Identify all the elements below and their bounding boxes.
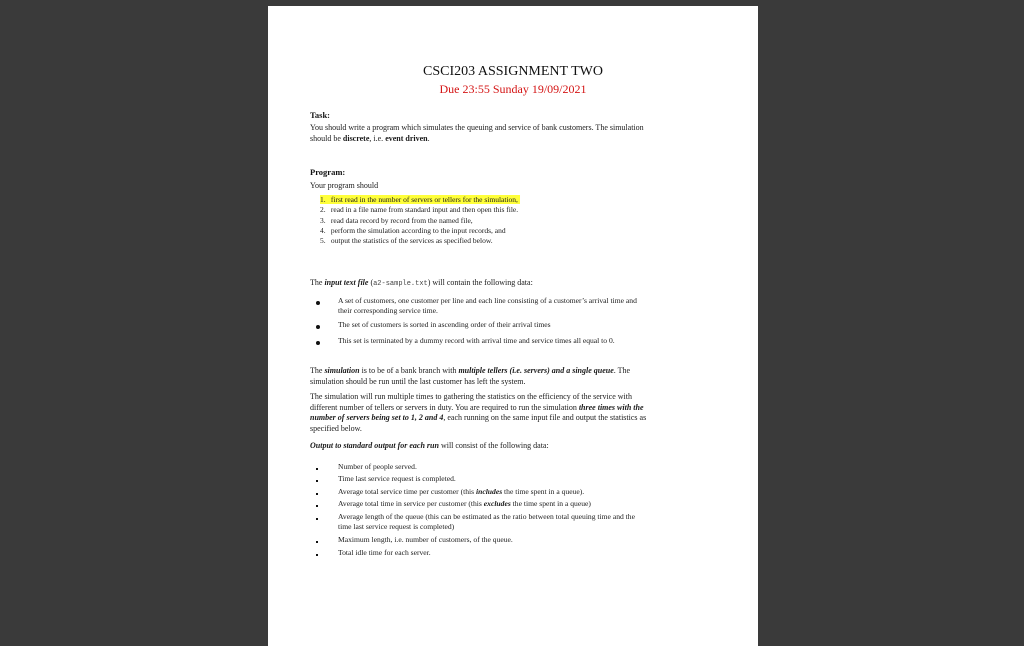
- task-event-driven: event driven: [385, 133, 428, 143]
- step-number: 1.: [320, 195, 326, 204]
- step-text: read data record by record from the named file,: [330, 215, 473, 225]
- bullet-icon: [316, 541, 318, 543]
- input-intro-pre: The: [310, 278, 325, 287]
- item-post: the time spent in a queue).: [502, 487, 585, 496]
- item-line: Average length of the queue (this can be estimated as the ratio between total queuing time and the: [338, 512, 635, 521]
- list-item: [338, 296, 716, 317]
- bullet-line: their corresponding service time.: [338, 306, 438, 316]
- list-item: Maximum length, i.e. number of customers, of the queue.: [338, 535, 513, 544]
- sim-multiple-tellers-em: multiple tellers (i.e. servers) and a single queue: [458, 366, 614, 375]
- step-text: first read in the number of servers or tellers for the simulation,: [330, 195, 518, 204]
- sim-p2-line1: The simulation will run multiple times to gathering the statistics on the efficiency of the service with: [310, 392, 632, 401]
- due-date: Due 23:55 Sunday 19/09/2021: [439, 82, 587, 96]
- task-paragraph: [310, 123, 716, 144]
- program-heading: Program:: [310, 167, 346, 177]
- list-item: This set is terminated by a dummy record with arrival time and service times all equal to 0.: [338, 336, 615, 345]
- item-pre: Average total time in service per customer (this: [338, 499, 484, 508]
- sim-p2-line2-pre: different number of tellers or servers in duty. You are required to run the simulation: [310, 402, 579, 412]
- input-intro-post: ) will contain the following data:: [427, 278, 533, 287]
- step-number: 4.: [320, 225, 326, 235]
- task-line-2-prefix: should be: [310, 133, 343, 143]
- page-title: CSCI203 ASSIGNMENT TWO: [423, 64, 603, 79]
- list-item: [338, 499, 716, 509]
- input-text-file-label: input text file: [324, 278, 369, 287]
- task-line-2-mid: , i.e.: [369, 133, 386, 143]
- sim-p1-line2: simulation should be run until the last customer has left the system.: [310, 376, 526, 386]
- sim-p1-end: . The: [613, 366, 631, 375]
- sim-p1-mid: is to be of a bank branch with: [359, 366, 459, 375]
- list-item: [320, 236, 700, 246]
- output-intro: [310, 441, 716, 452]
- step-number: 3.: [320, 215, 326, 225]
- list-item: Time last service request is completed.: [338, 474, 456, 483]
- sim-p2-line4: specified below.: [310, 423, 362, 433]
- bullet-line: A set of customers, one customer per line and each line consisting of a customer’s arrival time and: [338, 296, 637, 305]
- step-number: 5.: [320, 236, 326, 246]
- task-line-1: You should write a program which simulates the queuing and service of bank customers. The simulation: [310, 123, 644, 132]
- list-item: [320, 216, 700, 226]
- output-intro-post: will consist of the following data:: [438, 441, 549, 450]
- input-intro: [310, 278, 716, 290]
- list-item: [320, 226, 700, 236]
- sim-p2-line3-post: , each running on the same input file and output the statistics as: [443, 413, 647, 422]
- step-text: perform the simulation according to the input records, and: [330, 225, 506, 235]
- bullet-icon: [316, 518, 318, 520]
- includes-em: includes: [475, 487, 503, 496]
- document-page: [268, 6, 758, 646]
- list-item: Number of people served.: [338, 462, 417, 471]
- list-item: [338, 512, 716, 533]
- bullet-icon: [316, 505, 318, 507]
- item-pre: Average total service time per customer (this: [338, 487, 476, 496]
- bullet-icon: [316, 493, 318, 495]
- bullet-icon: [316, 325, 320, 329]
- program-intro: Your program should: [310, 181, 379, 190]
- sample-filename: a2-sample.txt: [373, 280, 428, 288]
- task-discrete: discrete: [342, 133, 370, 143]
- item-post: the time spent in a queue): [510, 499, 591, 508]
- sim-servers-set-em: number of servers being set to 1, 2 and 4: [310, 413, 444, 422]
- step-text: read in a file name from standard input and then open this file.: [330, 205, 519, 215]
- list-item: The set of customers is sorted in ascending order of their arrival times: [338, 320, 551, 329]
- step-text: output the statistics of the services as specified below.: [330, 236, 493, 246]
- simulation-paragraph-2: [310, 392, 716, 434]
- bullet-icon: [316, 480, 318, 482]
- bullet-icon: [316, 341, 320, 345]
- list-item: Total idle time for each server.: [338, 548, 431, 557]
- sim-three-times-em: three times with the: [578, 402, 644, 412]
- input-intro-open: (: [368, 278, 374, 287]
- bullet-icon: [316, 301, 320, 305]
- bullet-icon: [316, 554, 318, 556]
- simulation-paragraph-1: [310, 366, 716, 387]
- list-item: [320, 205, 700, 215]
- bullet-icon: [316, 468, 318, 470]
- program-steps: [320, 195, 700, 246]
- list-item: [320, 195, 700, 205]
- item-line: time last service request is completed): [338, 522, 455, 532]
- sim-simulation-em: simulation: [324, 366, 360, 375]
- list-item: [338, 487, 716, 497]
- excludes-em: excludes: [483, 499, 511, 508]
- sim-p1-pre: The: [310, 366, 325, 375]
- output-standard-em: Output to standard output for each run: [310, 441, 439, 450]
- task-line-2-end: .: [427, 133, 430, 143]
- step-number: 2.: [320, 205, 326, 215]
- task-heading: Task:: [310, 110, 331, 120]
